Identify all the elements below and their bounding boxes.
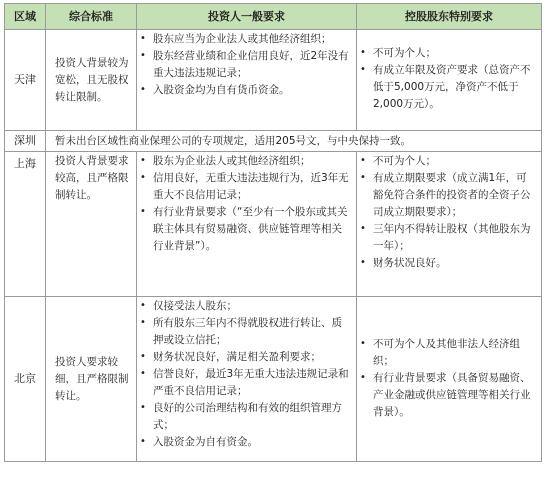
bullet-icon: • [140, 351, 146, 362]
bullet-icon: • [140, 436, 146, 447]
controlling-requirements-cell [357, 30, 542, 131]
list-item: • 不可为个人； [359, 45, 537, 62]
bullet-icon: • [360, 47, 366, 58]
general-requirements-cell [137, 152, 357, 297]
general-requirements-list [139, 31, 352, 99]
bullet-icon: • [140, 50, 146, 61]
policy-comparison-table [4, 3, 542, 462]
table-row [5, 297, 542, 462]
controlling-requirements-list [359, 45, 537, 113]
list-item: • 有行业背景要求（具备贸易融资、产业金融或供应链管理等相关行业背景）。 [360, 371, 531, 418]
controlling-requirements-list [359, 336, 537, 421]
region-cell: 深圳 [5, 131, 46, 152]
list-item: • 所有股东三年内不得就股权进行转让、质押或设立信托； [140, 317, 342, 346]
standard-cell: 投资人背景较为宽松，且无股权转让限制。 [46, 30, 137, 131]
table-row [5, 152, 542, 297]
list-item: • 有成立期限要求（成立满1年，可豁免符合条件的投资者的全资子公司成立期限要求）； [360, 172, 531, 218]
list-item: • 不可为个人； [359, 153, 537, 170]
merged-note-cell: 暂未出台区域性商业保理公司的专项规定，适用205号文，与中央保持一致。 [46, 131, 542, 152]
bullet-icon: • [140, 155, 146, 166]
bullet-icon: • [140, 172, 146, 183]
bullet-icon: • [140, 206, 146, 217]
bullet-icon: • [360, 371, 366, 383]
list-item: • 入股资金均为自有货币资金。 [139, 82, 352, 99]
list-item: • 有行业背景要求（“至少有一个股东或其关联主体具有贸易融资、供应链管理等相关行业背景”）。 [140, 206, 348, 252]
bullet-icon: • [140, 368, 146, 379]
list-item: • 不可为个人及其他非法人经济组织； [360, 337, 520, 367]
list-item: • 股东为企业法人或其他经济组织； [139, 153, 352, 170]
general-requirements-cell [137, 30, 357, 131]
controlling-requirements-cell [357, 152, 542, 297]
header-controlling-requirements: 控股股东特别要求 [357, 4, 542, 30]
bullet-icon: • [140, 33, 146, 44]
region-cell: 北京 [5, 297, 46, 462]
standard-cell: 投资人要求较细，且严格限制转让。 [46, 297, 137, 462]
general-requirements-cell [137, 297, 357, 462]
region-cell: 上海 [5, 152, 46, 297]
list-item: • 信用良好，无重大违法违规行为，近3年无重大不良信用记录； [140, 172, 349, 201]
bullet-icon: • [140, 402, 146, 413]
list-item: • 良好的公司治理结构和有效的组织管理方式； [140, 402, 342, 431]
header-region: 区域 [5, 4, 46, 30]
header-general-requirements: 投资人一般要求 [137, 4, 357, 30]
bullet-icon: • [140, 317, 146, 328]
bullet-icon: • [360, 155, 366, 166]
list-item: • 股东应当为企业法人或其他经济组织； [139, 31, 352, 48]
bullet-icon: • [140, 84, 146, 95]
table-header-row [5, 4, 542, 30]
list-item: • 信誉良好，最近3年无重大违法违规记录和严重不良信用记录； [140, 368, 349, 397]
bullet-icon: • [360, 257, 366, 268]
controlling-requirements-cell [357, 297, 542, 462]
table-row [5, 30, 542, 131]
header-standard: 综合标准 [46, 4, 137, 30]
bullet-icon: • [140, 300, 146, 311]
bullet-icon: • [360, 64, 366, 75]
region-cell: 天津 [5, 30, 46, 131]
standard-cell: 投资人背景要求较高，且严格限制转让。 [46, 152, 137, 297]
bullet-icon: • [360, 172, 366, 183]
list-item: • 财务状况良好，满足相关盈利要求； [139, 349, 352, 366]
list-item: • 三年内不得转让股权（其他股东为一年）； [360, 223, 531, 252]
list-item: • 股东经营业绩和企业信用良好，近2年没有重大违法违规记录； [140, 50, 349, 79]
bullet-icon: • [360, 337, 366, 349]
general-requirements-list [139, 298, 352, 451]
controlling-requirements-list [359, 153, 537, 272]
bullet-icon: • [360, 223, 366, 234]
general-requirements-list [139, 153, 352, 255]
list-item: • 仅接受法人股东； [139, 298, 352, 315]
table-row [5, 131, 542, 152]
list-item: • 财务状况良好。 [359, 255, 537, 272]
list-item: • 入股资金为自有资金。 [139, 434, 352, 451]
list-item: • 有成立年限及资产要求（总资产不低于5,000万元，净资产不低于2,000万元）。 [360, 64, 531, 110]
